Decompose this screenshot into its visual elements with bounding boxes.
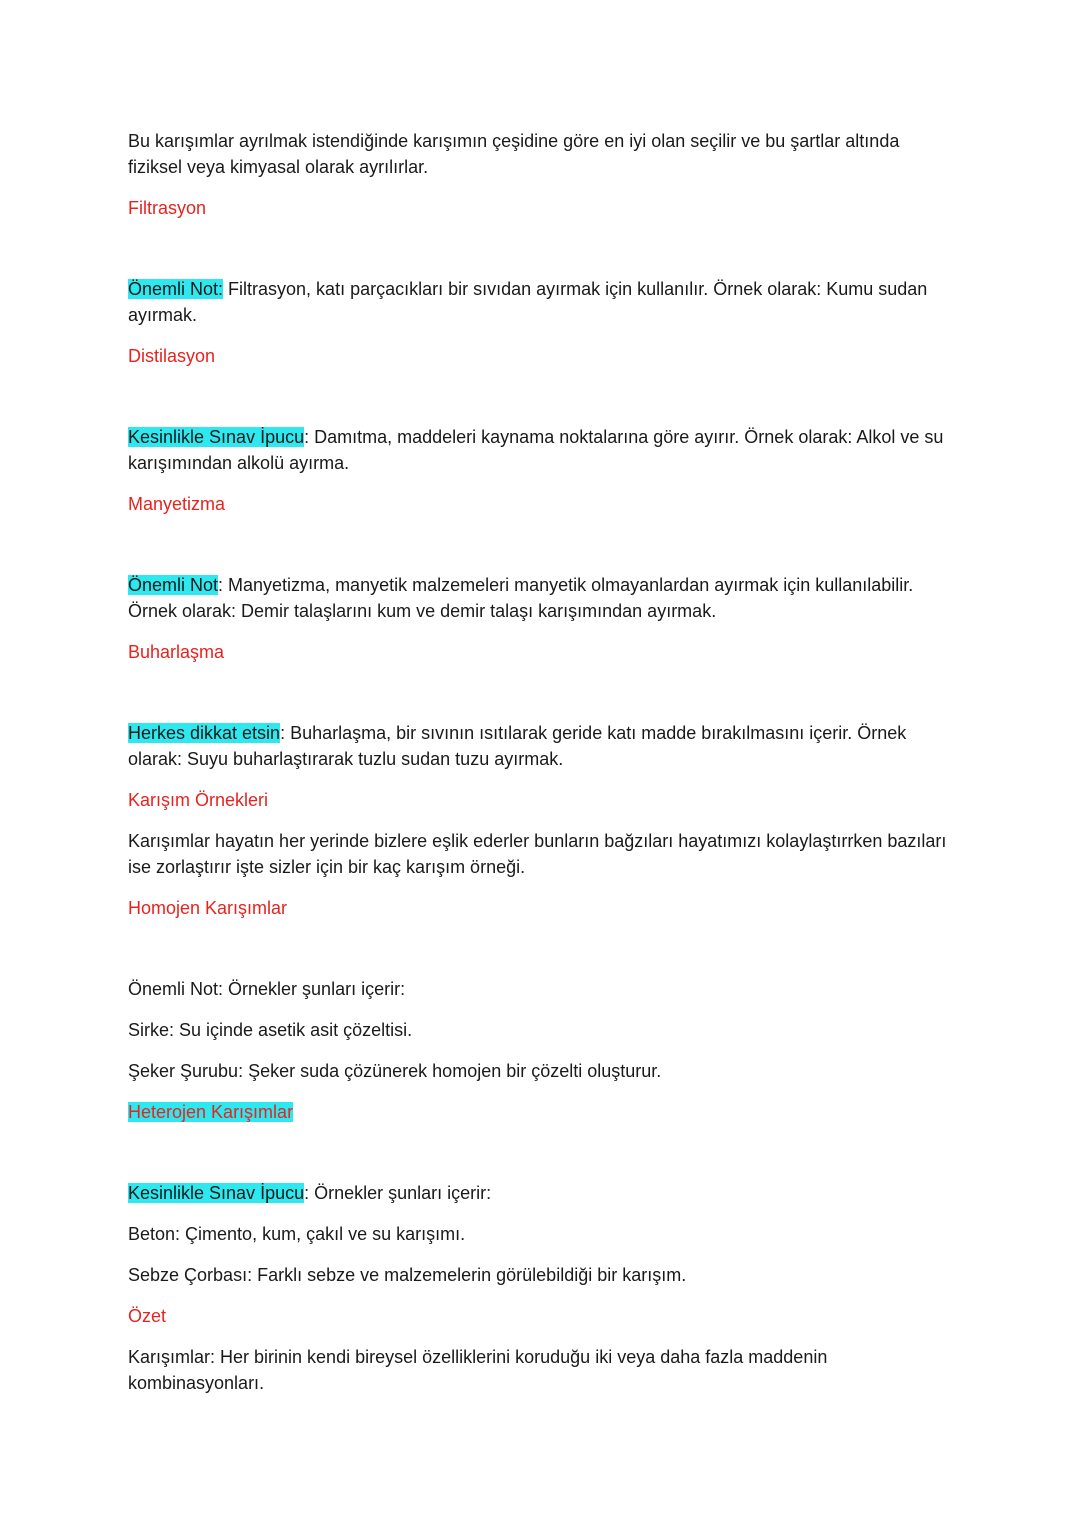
document-page xyxy=(128,128,958,1396)
highlight-label-buharlasma: Herkes dikkat etsin xyxy=(128,723,281,743)
intro-paragraph: Bu karışımlar ayrılmak istendiğinde karışımın çeşidine göre en iyi olan seçilir ve bu şartlar altında fiziksel veya kimyasal olarak ayrılırlar. xyxy=(128,131,900,177)
text-buharlasma: : Buharlaşma, bir sıvının ısıtılarak geride katı madde bırakılmasını içerir. Örnek olarak: Suyu buharlaştırarak tuzlu sudan tuzu ayırmak. xyxy=(128,723,907,769)
heading-heterojen xyxy=(128,1099,958,1125)
heading-ozet: Özet xyxy=(128,1306,167,1326)
text-manyetizma: : Manyetizma, manyetik malzemeleri manyetik olmayanlardan ayırmak için kullanılabilir. Örnek olarak: Demir talaşlarını kum ve demir talaşı karışımından ayırmak. xyxy=(128,575,914,621)
heading-filtrasyon: Filtrasyon xyxy=(128,198,207,218)
paragraph-heterojen xyxy=(128,1180,958,1206)
heading-distilasyon: Distilasyon xyxy=(128,346,216,366)
heading-manyetizma: Manyetizma xyxy=(128,494,226,514)
highlight-label-manyetizma: Önemli Not xyxy=(128,575,219,595)
paragraph-karisim-ornekleri: Karışımlar hayatın her yerinde bizlere eşlik ederler bunların bağzıları hayatımızı kolaylaştırrken bazıları ise zorlaştırır işte sizler için bir kaç karışım örneği. xyxy=(128,831,947,877)
paragraph-filtrasyon xyxy=(128,276,958,328)
highlight-label-distilasyon: Kesinlikle Sınav İpucu xyxy=(128,427,305,447)
paragraph-distilasyon xyxy=(128,424,958,476)
item-homojen-2: Şeker Şurubu: Şeker suda çözünerek homojen bir çözelti oluşturur. xyxy=(128,1061,662,1081)
note-homojen: Önemli Not: Örnekler şunları içerir: xyxy=(128,979,406,999)
paragraph-buharlasma xyxy=(128,720,958,772)
item-homojen-1: Sirke: Su içinde asetik asit çözeltisi. xyxy=(128,1020,413,1040)
text-filtrasyon: Filtrasyon, katı parçacıkları bir sıvıdan ayırmak için kullanılır. Örnek olarak: Kumu sudan ayırmak. xyxy=(128,279,928,325)
highlight-label-filtrasyon: Önemli Not: xyxy=(128,279,224,299)
highlight-label-heterojen: Kesinlikle Sınav İpucu xyxy=(128,1183,305,1203)
highlight-heading-heterojen: Heterojen Karışımlar xyxy=(128,1102,294,1122)
heading-buharlasma: Buharlaşma xyxy=(128,642,225,662)
item-heterojen-2: Sebze Çorbası: Farklı sebze ve malzemelerin görülebildiği bir karışım. xyxy=(128,1265,687,1285)
paragraph-manyetizma xyxy=(128,572,958,624)
heading-karisim-ornekleri: Karışım Örnekleri xyxy=(128,790,269,810)
heading-homojen: Homojen Karışımlar xyxy=(128,898,288,918)
paragraph-ozet: Karışımlar: Her birinin kendi bireysel özelliklerini koruduğu iki veya daha fazla maddenin kombinasyonları. xyxy=(128,1347,828,1393)
text-distilasyon: : Damıtma, maddeleri kaynama noktalarına göre ayırır. Örnek olarak: Alkol ve su karışımından alkolü ayırma. xyxy=(128,427,944,473)
item-heterojen-1: Beton: Çimento, kum, çakıl ve su karışımı. xyxy=(128,1224,466,1244)
text-heterojen: : Örnekler şunları içerir: xyxy=(304,1183,492,1203)
